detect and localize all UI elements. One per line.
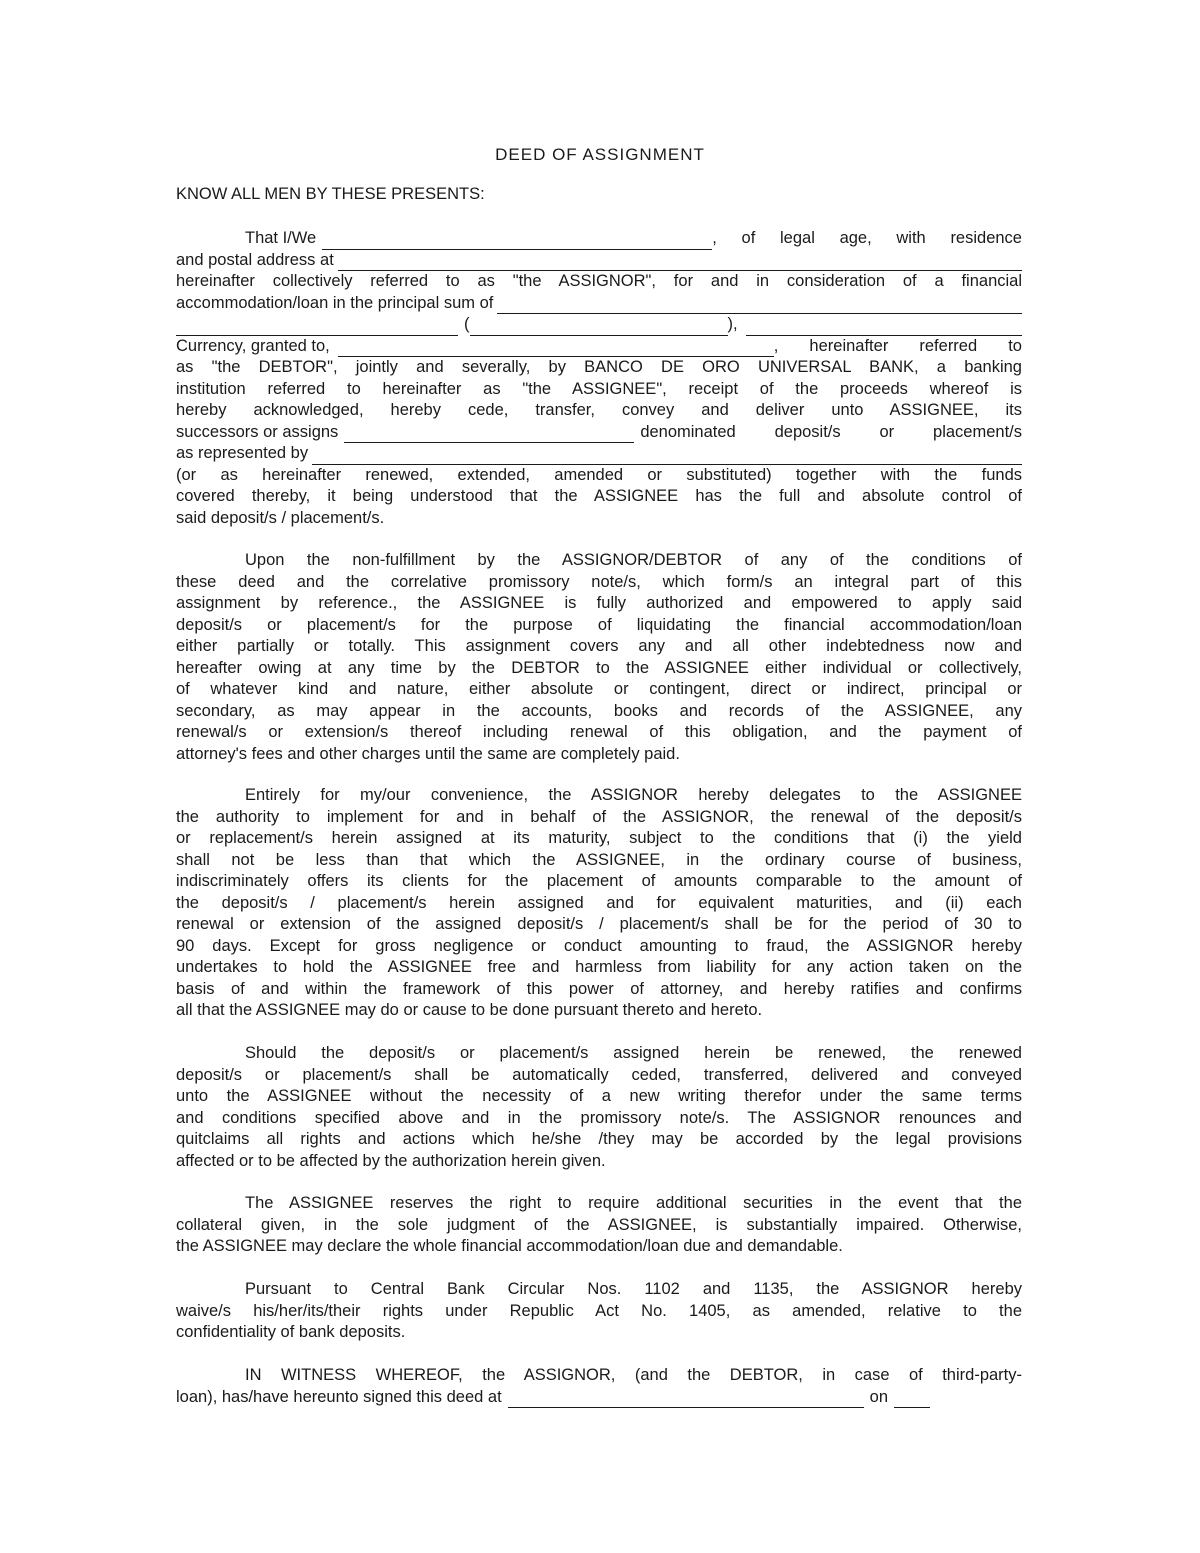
know-all-heading: KNOW ALL MEN BY THESE PRESENTS: <box>176 185 485 203</box>
principal-sum-words-field-2[interactable] <box>176 320 458 336</box>
p3-line-8: 90 days. Except for gross negligence or conduct amounting to fraud, the ASSIGNOR hereby <box>176 936 1022 955</box>
principal-sum-figures-field[interactable] <box>470 320 728 336</box>
p1-hereinafter-text: , hereinafter referred to <box>773 336 1022 355</box>
p1-line-11 <box>176 443 1022 465</box>
p4-line-3: unto the ASSIGNEE without the necessity of a new writing therefor under the same terms <box>176 1087 1022 1105</box>
signing-place-field[interactable] <box>508 1392 864 1408</box>
p3-line-2: the authority to implement for and in behalf of the ASSIGNOR, the renewal of the deposit/s <box>176 807 1022 826</box>
p1-line-2 <box>176 250 1022 272</box>
p4-line-2: deposit/s or placement/s shall be automatically ceded, transferred, delivered and conveyed <box>176 1065 1022 1084</box>
p7-signed-label: loan), has/have hereunto signed this deed at <box>176 1387 502 1406</box>
p2-line-5: either partially or totally. This assignment covers any and all other indebtedness now and <box>176 637 1022 655</box>
p1-denominated-text: denominated deposit/s or placement/s <box>640 422 1022 441</box>
p3-line-7: renewal or extension of the assigned deposit/s / placement/s shall be for the period of 30 to <box>176 915 1022 933</box>
p1-line-13: covered thereby, it being understood that the ASSIGNEE has the full and absolute control of <box>176 487 1022 505</box>
p3-line-9: undertakes to hold the ASSIGNEE free and harmless from liability for any action taken on the <box>176 958 1022 976</box>
currency-field[interactable] <box>746 320 1022 336</box>
p5-line-2: collateral given, in the sole judgment of the ASSIGNEE, is substantially impaired. Otherwise, <box>176 1215 1022 1234</box>
p2-line-9: renewal/s or extension/s thereof including renewal of this obligation, and the payment of <box>176 723 1022 741</box>
p1-represented-label: as represented by <box>176 444 309 462</box>
p1-line-1 <box>176 228 1022 250</box>
principal-sum-words-field[interactable] <box>497 298 1022 314</box>
p2-line-8: secondary, as may appear in the accounts, books and records of the ASSIGNEE, any <box>176 701 1022 720</box>
postal-address-field[interactable] <box>338 255 1022 271</box>
p1-line-5 <box>176 314 1022 336</box>
p2-line-7: of whatever kind and nature, either absolute or contingent, direct or indirect, principal or <box>176 680 1022 698</box>
p6-line-3: confidentiality of bank deposits. <box>176 1323 406 1341</box>
p3-line-11: all that the ASSIGNEE may do or cause to be done pursuant thereto and hereto. <box>176 1001 763 1019</box>
p4-line-1: Should the deposit/s or placement/s assigned herein be renewed, the renewed <box>245 1044 1022 1062</box>
p6-line-1: Pursuant to Central Bank Circular Nos. 1102 and 1135, the ASSIGNOR hereby <box>245 1280 1022 1298</box>
assignor-name-field[interactable] <box>322 234 712 250</box>
p3-line-6: the deposit/s / placement/s herein assigned and for equivalent maturities, and (ii) each <box>176 893 1022 912</box>
p4-line-5: quitclaims all rights and actions which he/she /they may be accorded by the legal provisions <box>176 1130 1022 1148</box>
p1-that-label: That I/We <box>245 229 317 247</box>
p5-line-3: the ASSIGNEE may declare the whole financial accommodation/loan due and demandable. <box>176 1237 843 1255</box>
p1-line-4 <box>176 293 1022 315</box>
p1-address-label: and postal address at <box>176 250 334 269</box>
p4-line-4: and conditions specified above and in the promissory note/s. The ASSIGNOR renounces and <box>176 1108 1022 1127</box>
p7-line-2 <box>176 1387 1012 1409</box>
p2-line-3: assignment by reference., the ASSIGNEE is fully authorized and empowered to apply said <box>176 594 1022 612</box>
p1-granted-label: Currency, granted to, <box>176 336 330 355</box>
deposit-description-field[interactable] <box>344 427 634 443</box>
p1-line-9: hereby acknowledged, hereby cede, transfer, convey and deliver unto ASSIGNEE, its <box>176 401 1022 419</box>
p2-line-6: hereafter owing at any time by the DEBTOR to the ASSIGNEE either individual or collectively, <box>176 658 1022 677</box>
p2-line-2: these deed and the correlative promissory note/s, which form/s an integral part of this <box>176 572 1022 591</box>
p3-line-3: or replacement/s herein assigned at its maturity, subject to the conditions that (i) the yield <box>176 829 1022 847</box>
p1-line-6 <box>176 336 1022 358</box>
paren-close: ), <box>727 315 738 333</box>
p1-legal-age-text: , of legal age, with residence <box>712 229 1022 247</box>
p7-line-1: IN WITNESS WHEREOF, the ASSIGNOR, (and the DEBTOR, in case of third-party- <box>245 1366 1022 1384</box>
p1-line-12: (or as hereinafter renewed, extended, amended or substituted) together with the funds <box>176 465 1022 484</box>
p5-line-1: The ASSIGNEE reserves the right to require additional securities in the event that the <box>245 1194 1022 1212</box>
p3-line-5: indiscriminately offers its clients for the placement of amounts comparable to the amount of <box>176 872 1022 890</box>
p2-line-4: deposit/s or placement/s for the purpose of liquidating the financial accommodation/loan <box>176 615 1022 634</box>
p1-line-10 <box>176 422 1022 444</box>
debtor-name-field[interactable] <box>338 341 774 357</box>
p1-line-8: institution referred to hereinafter as "the ASSIGNEE", receipt of the proceeds whereof is <box>176 379 1022 398</box>
p7-on-label: on <box>869 1387 889 1406</box>
p1-principal-label: accommodation/loan in the principal sum of <box>176 293 494 312</box>
p6-line-2: waive/s his/her/its/their rights under Republic Act No. 1405, as amended, relative to the <box>176 1301 1022 1320</box>
p1-successors-label: successors or assigns <box>176 422 339 441</box>
p3-line-4: shall not be less than that which the ASSIGNEE, in the ordinary course of business, <box>176 850 1022 869</box>
p4-line-6: affected or to be affected by the authorization herein given. <box>176 1151 606 1170</box>
signing-date-field[interactable] <box>894 1392 930 1408</box>
document-title: DEED OF ASSIGNMENT <box>495 145 705 164</box>
p1-line-3: hereinafter collectively referred to as "the ASSIGNOR", for and in consideration of a financial <box>176 272 1022 290</box>
p2-line-1: Upon the non-fulfillment by the ASSIGNOR/DEBTOR of any of the conditions of <box>245 551 1022 569</box>
p3-line-1: Entirely for my/our convenience, the ASSIGNOR hereby delegates to the ASSIGNEE <box>245 786 1022 804</box>
p3-line-10: basis of and within the framework of this power of attorney, and hereby ratifies and confirms <box>176 979 1022 998</box>
p2-line-10: attorney's fees and other charges until the same are completely paid. <box>176 744 680 763</box>
paren-open: ( <box>464 315 470 333</box>
p1-line-7: as "the DEBTOR", jointly and severally, by BANCO DE ORO UNIVERSAL BANK, a banking <box>176 358 1022 376</box>
p1-line-14: said deposit/s / placement/s. <box>176 508 385 527</box>
represented-by-field[interactable] <box>312 449 1022 465</box>
